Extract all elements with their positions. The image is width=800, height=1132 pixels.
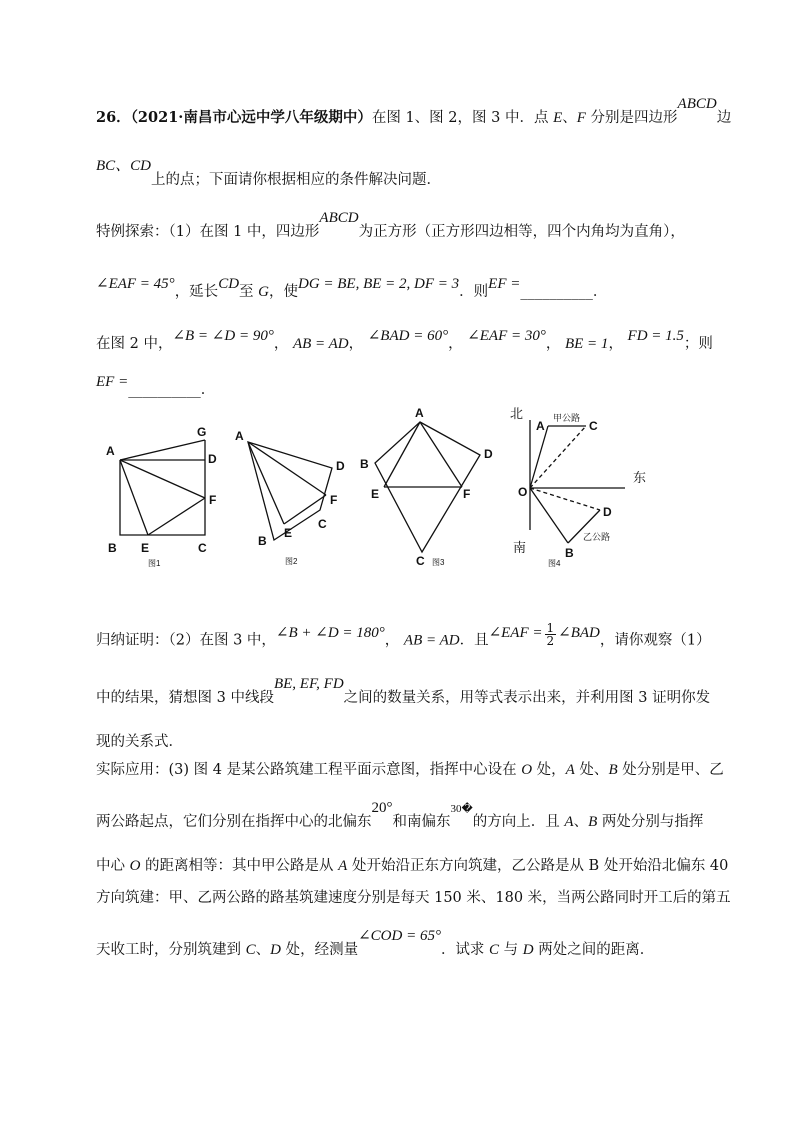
math: BC、CD bbox=[96, 158, 152, 174]
answer-blank-1[interactable]: __________ bbox=[520, 284, 593, 300]
math: DG = BE, BE = 2, DF = 3 bbox=[297, 276, 460, 292]
fig2-caption: 图2 bbox=[285, 557, 298, 566]
text: 至 bbox=[239, 284, 259, 300]
fig1-label-f: F bbox=[209, 493, 217, 507]
text: 处、 bbox=[574, 762, 609, 778]
text: 、 bbox=[562, 110, 577, 126]
math: BE = 1 bbox=[564, 336, 609, 352]
math: A bbox=[338, 858, 348, 874]
math: O bbox=[129, 858, 141, 874]
math: A bbox=[565, 762, 575, 778]
question-line-8 bbox=[96, 676, 711, 708]
figure-1 bbox=[106, 425, 217, 568]
math: D bbox=[270, 942, 281, 958]
math: B bbox=[588, 814, 598, 830]
text: ， bbox=[608, 336, 623, 352]
text: 两处分别与指挥 bbox=[597, 814, 704, 830]
fig1-label-c: C bbox=[198, 541, 207, 555]
math: EF = bbox=[96, 374, 129, 390]
question-line-7 bbox=[96, 621, 711, 653]
text: ，使 bbox=[268, 284, 298, 300]
fig3-label-e: E bbox=[371, 487, 380, 501]
text: 和南偏东 bbox=[392, 814, 451, 830]
math: F bbox=[576, 110, 586, 126]
fig4-label-d: D bbox=[603, 505, 612, 519]
fig4-road-a: 甲公路 bbox=[553, 413, 581, 423]
question-source: （2021·南昌市心远中学八年级期中） bbox=[130, 109, 372, 126]
fig1-label-e: E bbox=[141, 541, 150, 555]
text: 的距离相等：其中甲公路是从 bbox=[140, 858, 339, 874]
text: ， bbox=[545, 336, 561, 352]
text: ， bbox=[348, 336, 364, 352]
math: E bbox=[553, 110, 563, 126]
question-line-14 bbox=[96, 928, 655, 960]
fig2-label-b: B bbox=[258, 534, 267, 548]
math: EF = bbox=[488, 276, 521, 292]
math: ABCD bbox=[677, 96, 717, 112]
figures-row bbox=[0, 400, 800, 580]
question-line-9 bbox=[96, 732, 183, 752]
text: 上的点；下面请你根据相应的条件解决问题． bbox=[151, 172, 442, 188]
text: ．试求 bbox=[440, 942, 490, 958]
question-line-12 bbox=[96, 856, 728, 876]
text: 的方向上．且 bbox=[472, 814, 565, 830]
text: 、 bbox=[573, 814, 589, 830]
fig1-label-d: D bbox=[208, 452, 217, 466]
math: D bbox=[522, 942, 534, 958]
math: C bbox=[489, 942, 500, 958]
math: G bbox=[258, 284, 269, 300]
figure-3 bbox=[360, 406, 493, 568]
text: ，延长 bbox=[174, 284, 219, 300]
fig4-label-o: O bbox=[518, 485, 528, 499]
math: ∠EAF = bbox=[488, 624, 543, 641]
fig4-label-c: C bbox=[589, 419, 598, 433]
fig4-south: 南 bbox=[513, 540, 527, 555]
fig2-label-f: F bbox=[330, 493, 338, 507]
fig4-label-b: B bbox=[565, 546, 574, 560]
fig3-caption: 图3 bbox=[432, 558, 445, 567]
fig3-label-d: D bbox=[484, 447, 493, 461]
text: 在图 1、图 2，图 3 中．点 bbox=[371, 110, 554, 126]
math: B bbox=[608, 762, 618, 778]
text: ，请你观察（1） bbox=[599, 632, 711, 649]
math: AB = AD bbox=[292, 336, 349, 352]
fig4-caption: 图4 bbox=[548, 559, 561, 568]
fig1-label-g: G bbox=[197, 425, 207, 439]
math: ABCD bbox=[319, 210, 359, 226]
text: 中的结果，猜想图 3 中线段 bbox=[96, 690, 274, 706]
fig4-north: 北 bbox=[510, 406, 524, 421]
question-line-5 bbox=[96, 328, 713, 354]
fig3-label-f: F bbox=[463, 487, 471, 501]
text: 之间的数量关系，用等式表示出来，并利用图 3 证明你发 bbox=[343, 690, 711, 706]
fraction-numerator: 1 bbox=[546, 621, 555, 635]
question-line-2 bbox=[96, 158, 442, 190]
question-line-6 bbox=[96, 374, 216, 400]
math: FD = 1.5 bbox=[627, 328, 684, 344]
math: ∠EAF = 30° bbox=[467, 328, 546, 344]
fig1-label-b: B bbox=[108, 541, 117, 555]
text: 在图 2 中， bbox=[96, 336, 173, 352]
text: 、 bbox=[255, 942, 271, 958]
fig4-label-a: A bbox=[536, 419, 545, 433]
math: BE, EF, FD bbox=[273, 676, 344, 692]
math: AB = AD bbox=[403, 632, 460, 649]
math: CD bbox=[218, 276, 240, 292]
text: 实际应用：(3) 图 4 是某公路筑建工程平面示意图，指挥中心设在 bbox=[96, 762, 522, 778]
fig3-label-b: B bbox=[360, 457, 369, 471]
question-line-3 bbox=[96, 210, 685, 242]
fig4-east: 东 bbox=[633, 470, 647, 485]
question-number: 26． bbox=[96, 109, 131, 126]
fig2-label-c: C bbox=[318, 517, 327, 531]
math: 30� bbox=[450, 803, 473, 815]
text: 处开始沿正东方向筑建，乙公路是从 B 处开始沿北偏东 40 bbox=[347, 858, 729, 874]
answer-blank-2[interactable]: __________ bbox=[128, 382, 201, 398]
question-line-10 bbox=[96, 760, 724, 780]
figure-2 bbox=[235, 429, 345, 566]
text: 特例探索：（1）在图 1 中，四边形 bbox=[96, 224, 320, 240]
math: ∠BAD = 60° bbox=[367, 328, 449, 344]
figure-4 bbox=[510, 406, 646, 568]
text: ．且 bbox=[459, 632, 489, 649]
question-line-11 bbox=[96, 800, 704, 833]
math: 20° bbox=[371, 800, 393, 816]
text: ， bbox=[384, 632, 400, 649]
math: ∠BAD bbox=[558, 624, 600, 641]
fig3-label-a: A bbox=[415, 406, 424, 420]
text: 归纳证明：（2）在图 3 中， bbox=[96, 632, 276, 649]
text: 天收工时，分别筑建到 bbox=[96, 942, 246, 958]
question-line-4 bbox=[96, 276, 608, 302]
text: 处分别是甲、乙 bbox=[617, 762, 724, 778]
text: ． bbox=[592, 284, 608, 300]
fig1-caption: 图1 bbox=[148, 559, 161, 568]
text: 边 bbox=[716, 110, 732, 126]
fig3-label-c: C bbox=[416, 554, 425, 568]
question-line-13 bbox=[96, 888, 731, 908]
text: 与 bbox=[499, 942, 523, 958]
text: 两公路起点，它们分别在指挥中心的北偏东 bbox=[96, 814, 372, 830]
fraction-half bbox=[545, 622, 557, 647]
text: 现的关系式． bbox=[96, 734, 183, 750]
math: ∠B + ∠D = 180° bbox=[275, 624, 385, 641]
question-line-1 bbox=[96, 96, 732, 128]
text: 处，经测量 bbox=[280, 942, 359, 958]
math: ∠B = ∠D = 90° bbox=[172, 328, 274, 344]
text: ． bbox=[200, 382, 216, 398]
math: ∠COD = 65° bbox=[358, 928, 441, 944]
math: A bbox=[564, 814, 574, 830]
math: O bbox=[521, 762, 533, 778]
text: 方向筑建：甲、乙两公路的路基筑建速度分别是每天 150 米、180 米，当两公路同时开工后的第五 bbox=[96, 890, 731, 906]
text: 两处之间的距离． bbox=[533, 942, 655, 958]
fig2-label-a: A bbox=[235, 429, 244, 443]
text: ．则 bbox=[459, 284, 489, 300]
text: 为正方形（正方形四边相等，四个内角均为直角）， bbox=[358, 224, 685, 240]
text: ；则 bbox=[683, 336, 713, 352]
text: 处， bbox=[532, 762, 566, 778]
math: ∠EAF = 45° bbox=[96, 276, 175, 292]
fraction-denominator: 2 bbox=[546, 634, 555, 648]
fig2-label-e: E bbox=[284, 526, 293, 540]
fig1-label-a: A bbox=[106, 444, 115, 458]
text: ， bbox=[448, 336, 463, 352]
text: 分别是四边形 bbox=[585, 110, 678, 126]
text: 中心 bbox=[96, 858, 130, 874]
fig2-label-d: D bbox=[336, 459, 345, 473]
text: ， bbox=[273, 336, 289, 352]
math: C bbox=[245, 942, 256, 958]
fig4-road-b: 乙公路 bbox=[583, 532, 611, 542]
